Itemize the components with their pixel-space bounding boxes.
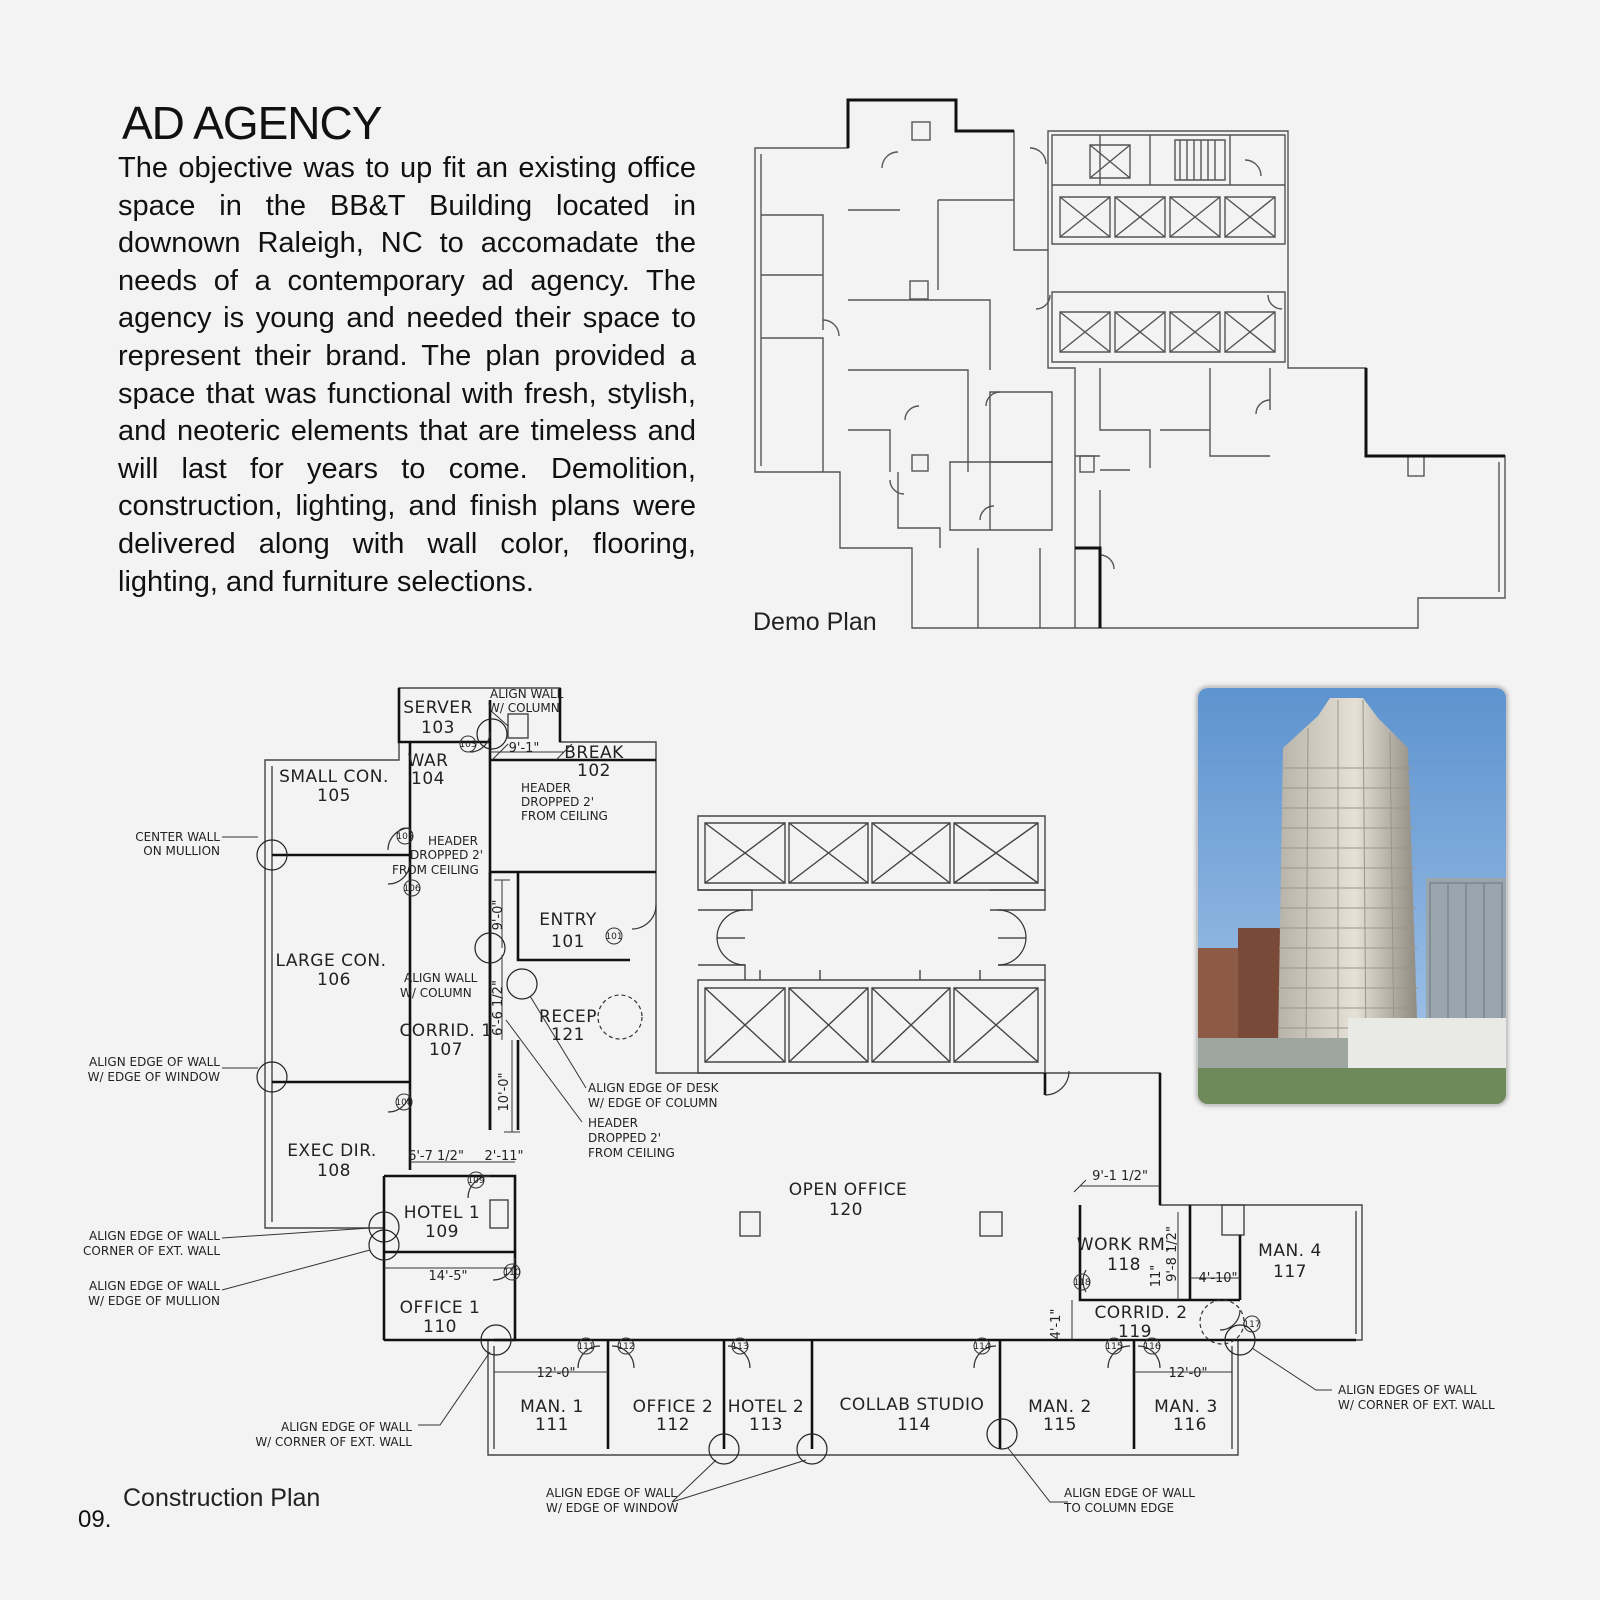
room-name: WORK RM.: [1076, 1235, 1172, 1255]
room-name: SERVER: [403, 698, 473, 718]
construction-plan-caption: Construction Plan: [123, 1484, 321, 1512]
note-align-window: W/ EDGE OF WINDOW: [87, 1070, 220, 1084]
dimension-label: 6'-6 1/2": [491, 980, 506, 1036]
room-name: CORRID. 2: [1094, 1303, 1188, 1323]
note-align-column: ALIGN EDGE OF WALL: [1064, 1486, 1195, 1500]
room-name: RECEP: [539, 1007, 597, 1027]
room-name: EXEC DIR.: [287, 1141, 377, 1161]
note-align-wall: W/ COLUMN: [400, 986, 472, 1000]
door-tag: 101: [605, 932, 623, 942]
door-tag: 106: [403, 884, 421, 894]
door-tag: 116: [1143, 1342, 1161, 1352]
room-number: 112: [656, 1415, 690, 1435]
door-tag: 112: [617, 1342, 635, 1352]
room-number: 106: [317, 970, 351, 990]
room-name: OFFICE 1: [399, 1298, 481, 1318]
building-photo: [1196, 686, 1508, 1106]
room-number: 116: [1173, 1415, 1207, 1435]
note-align-corner: ALIGN EDGE OF WALL: [281, 1420, 412, 1434]
building-photo-illustration: [1198, 688, 1506, 1104]
room-name: BREAK: [564, 743, 624, 763]
room-name: SMALL CON.: [279, 767, 389, 787]
dimension-label: 14'-5": [428, 1269, 468, 1284]
note-center-wall: ON MULLION: [143, 844, 220, 858]
room-name: HOTEL 2: [727, 1397, 805, 1417]
room-number: 101: [551, 932, 585, 952]
room-name: WAR: [407, 751, 449, 771]
note-header: DROPPED 2': [521, 795, 595, 809]
note-align-wall: ALIGN WALL: [404, 971, 478, 985]
demo-plan-caption: Demo Plan: [753, 608, 877, 636]
page-title: AD AGENCY: [122, 97, 382, 149]
note-align-desk: ALIGN EDGE OF DESK: [588, 1081, 719, 1095]
note-align-corner: ALIGN EDGE OF WALL: [89, 1229, 220, 1243]
room-number: 117: [1273, 1262, 1307, 1282]
note-align-corner: W/ CORNER OF EXT. WALL: [1338, 1398, 1495, 1412]
room-number: 109: [425, 1222, 459, 1242]
room-name: HOTEL 1: [403, 1203, 481, 1223]
room-number: 118: [1107, 1255, 1141, 1275]
room-number: 108: [317, 1161, 351, 1181]
dimension-label: 12'-0": [1168, 1366, 1208, 1381]
door-tag: 109: [467, 1176, 485, 1186]
dimension-label: 11": [1149, 1264, 1164, 1288]
room-number: 121: [551, 1025, 585, 1045]
room-name: OPEN OFFICE: [788, 1180, 908, 1200]
room-number: 107: [429, 1040, 463, 1060]
note-align-wall: ALIGN WALL: [490, 687, 564, 701]
note-align-mullion: ALIGN EDGE OF WALL: [89, 1279, 220, 1293]
dimension-label: 12'-0": [536, 1366, 576, 1381]
note-align-window: W/ EDGE OF WINDOW: [546, 1501, 679, 1515]
room-name: MAN. 4: [1258, 1241, 1322, 1261]
note-align-corner: ALIGN EDGES OF WALL: [1338, 1383, 1477, 1397]
note-header: FROM CEILING: [521, 809, 608, 823]
door-tag: 118: [1073, 1278, 1091, 1288]
door-tag: 114: [973, 1342, 991, 1352]
room-name: LARGE CON.: [275, 951, 387, 971]
room-name: COLLAB STUDIO: [839, 1395, 985, 1415]
note-align-mullion: W/ EDGE OF MULLION: [88, 1294, 220, 1308]
dimension-label: 4'-10": [1198, 1271, 1238, 1286]
door-tag: 117: [1243, 1320, 1261, 1330]
room-name: OFFICE 2: [632, 1397, 714, 1417]
note-header: HEADER: [521, 781, 571, 795]
note-align-column: TO COLUMN EDGE: [1064, 1501, 1175, 1515]
note-align-corner: CORNER OF EXT. WALL: [83, 1244, 220, 1258]
room-number: 111: [535, 1415, 569, 1435]
note-header: DROPPED 2': [410, 848, 484, 862]
project-description: The objective was to up fit an existing office space in the BB&T Building located in downown Raleigh, NC to accomadate the needs of a contemporary ad agency. The agency is young and needed their space to represent their brand. The plan provided a space that was functional with fresh, stylish, and neoteric elements that are timeless and will last for years to come. Demolition, construction, lighting, and finish plans were delivered along with wall color, flooring, lighting, and furniture selections.: [118, 152, 696, 598]
room-name: MAN. 2: [1028, 1397, 1092, 1417]
note-align-corner: W/ CORNER OF EXT. WALL: [255, 1435, 412, 1449]
door-tag: 115: [1105, 1342, 1123, 1352]
note-align-window: ALIGN EDGE OF WALL: [546, 1486, 677, 1500]
room-number: 102: [577, 761, 611, 781]
room-number: 120: [829, 1200, 863, 1220]
dimension-label: 6'-7 1/2": [408, 1149, 464, 1164]
room-number: 115: [1043, 1415, 1077, 1435]
note-header: FROM CEILING: [392, 863, 479, 877]
note-header: HEADER: [428, 834, 478, 848]
dimension-label: 4'-1": [1049, 1308, 1064, 1340]
door-tag: 111: [577, 1342, 595, 1352]
door-tag: 103: [459, 740, 477, 750]
door-tag: 105: [396, 832, 414, 842]
room-number: 104: [411, 769, 445, 789]
room-name: ENTRY: [539, 910, 597, 930]
room-number: 103: [421, 718, 455, 738]
door-tag: 110: [503, 1268, 521, 1278]
dimension-label: 9'-8 1/2": [1165, 1226, 1180, 1282]
dimension-label: 10'-0": [497, 1072, 512, 1112]
room-number: 114: [897, 1415, 931, 1435]
room-number: 113: [749, 1415, 783, 1435]
room-number: 110: [423, 1317, 457, 1337]
page-number: 09.: [78, 1506, 112, 1533]
note-align-window: ALIGN EDGE OF WALL: [89, 1055, 220, 1069]
room-number: 119: [1118, 1322, 1152, 1342]
door-tag: 108: [395, 1098, 413, 1108]
note-header: HEADER: [588, 1116, 638, 1130]
note-align-wall: W/ COLUMN: [488, 701, 560, 715]
note-header: FROM CEILING: [588, 1146, 675, 1160]
door-tag: 113: [731, 1342, 749, 1352]
note-center-wall: CENTER WALL: [135, 830, 220, 844]
dimension-label: 2'-11": [484, 1149, 524, 1164]
room-name: MAN. 3: [1154, 1397, 1218, 1417]
dimension-label: 9'-1": [508, 741, 540, 756]
room-name: MAN. 1: [520, 1397, 584, 1417]
room-number: 105: [317, 786, 351, 806]
dimension-label: 9'-0": [491, 899, 506, 931]
room-name: CORRID. 1: [399, 1021, 493, 1041]
dimension-label: 9'-1 1/2": [1092, 1169, 1148, 1184]
note-align-desk: W/ EDGE OF COLUMN: [588, 1096, 718, 1110]
note-header: DROPPED 2': [588, 1131, 662, 1145]
